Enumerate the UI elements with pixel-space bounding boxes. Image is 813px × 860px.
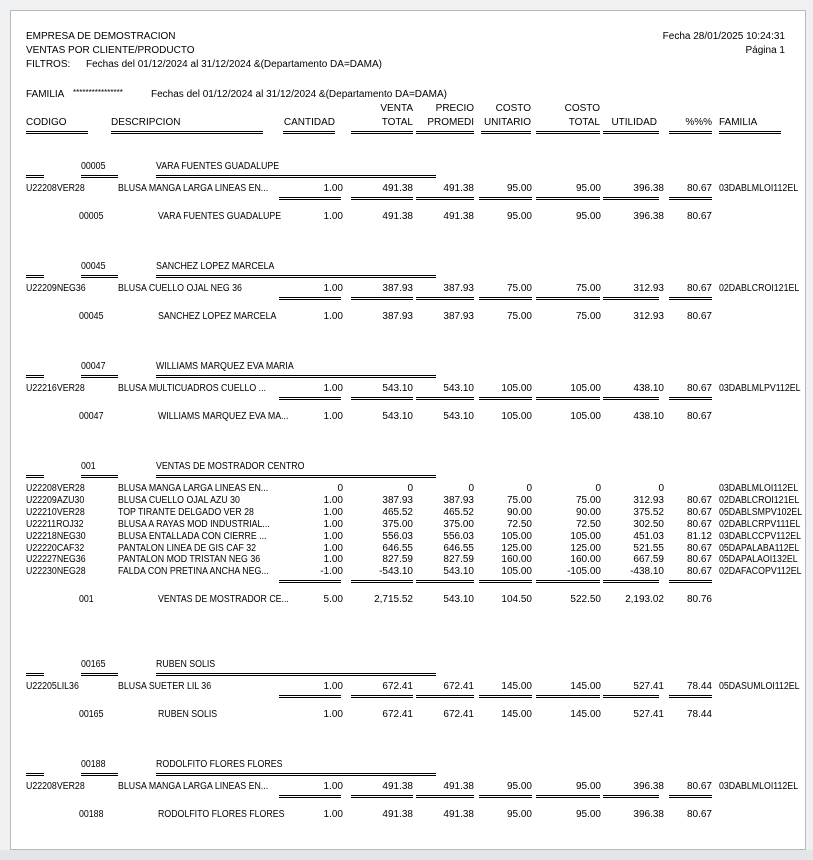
item-description: BLUSA CUELLO OJAL NEG 36 xyxy=(118,283,242,294)
item-utilidad: 527.41 xyxy=(633,681,664,692)
header-underline xyxy=(481,131,531,134)
col-utilidad: UTILIDAD xyxy=(611,117,657,128)
item-costo-total: 105.00 xyxy=(570,530,601,542)
subtotal-underline xyxy=(479,197,532,200)
subtotal-costo-unitario: 75.00 xyxy=(506,311,532,322)
item-porcentaje: 80.67 xyxy=(686,554,712,566)
subtotal-underline xyxy=(669,695,712,698)
group-underline xyxy=(26,175,44,178)
subtotal-client-name: VENTAS DE MOSTRADOR CE... xyxy=(158,594,289,606)
item-utilidad: 438.10 xyxy=(633,383,664,394)
subtotal-client-name: RUBEN SOLIS xyxy=(158,709,218,720)
col-costo-unitario-top: COSTO xyxy=(495,103,531,114)
item-cantidad: 1.00 xyxy=(323,506,343,518)
subtotal-venta-total: 672.41 xyxy=(382,709,413,720)
subtotal-underline xyxy=(479,695,532,698)
subtotal-costo-total: 95.00 xyxy=(575,211,601,222)
group-client-id: 00047 xyxy=(81,361,106,372)
item-precio-promedio: 387.93 xyxy=(443,494,474,506)
subtotal-underline xyxy=(536,397,600,400)
item-description: BLUSA MANGA LARGA LINEAS EN... xyxy=(118,781,269,792)
item-costo-unitario: 0 xyxy=(526,483,532,494)
item-code: U22210VER28 xyxy=(26,506,85,518)
item-venta-total: 387.93 xyxy=(382,494,413,506)
item-costo-total: 0 xyxy=(595,483,601,494)
col-familia: FAMILIA xyxy=(719,117,758,128)
subtotal-client-name: WILLIAMS MARQUEZ EVA MA... xyxy=(158,411,289,422)
col-costo-total-top: COSTO xyxy=(564,103,600,114)
item-cantidad: -1.00 xyxy=(320,566,343,578)
item-cantidad: 1.00 xyxy=(323,283,343,294)
group-underline xyxy=(156,475,436,478)
item-cantidad: 1.00 xyxy=(323,494,343,506)
subtotal-costo-unitario: 95.00 xyxy=(506,211,532,222)
subtotal-underline xyxy=(351,297,413,300)
subtotal-venta-total: 543.10 xyxy=(382,411,413,422)
item-venta-total: 0 xyxy=(407,483,413,494)
item-precio-promedio: 375.00 xyxy=(443,518,474,530)
group-underline xyxy=(81,175,118,178)
subtotal-underline xyxy=(669,397,712,400)
item-costo-unitario: 75.00 xyxy=(506,283,532,294)
group-underline xyxy=(156,175,436,178)
item-venta-total: 491.38 xyxy=(382,781,413,792)
item-utilidad: 0 xyxy=(658,483,664,494)
item-code: U22230NEG28 xyxy=(26,566,86,578)
item-familia: 05DAPALABA112EL xyxy=(719,542,800,554)
subtotal-underline xyxy=(279,197,341,200)
subtotal-underline xyxy=(351,397,413,400)
subtotal-venta-total: 387.93 xyxy=(382,311,413,322)
item-costo-unitario: 105.00 xyxy=(501,383,532,394)
item-code: U22227NEG36 xyxy=(26,554,86,566)
item-cantidad: 1.00 xyxy=(323,681,343,692)
item-code: U22211ROJ32 xyxy=(26,518,84,530)
item-cantidad: 1.00 xyxy=(323,518,343,530)
col-venta-top: VENTA xyxy=(380,103,413,114)
item-costo-total: 75.00 xyxy=(575,494,601,506)
group-underline xyxy=(156,275,436,278)
item-code: U22220CAF32 xyxy=(26,542,85,554)
report-title: VENTAS POR CLIENTE/PRODUCTO xyxy=(26,45,195,56)
col-percent: %%% xyxy=(685,117,712,128)
item-costo-total: 105.00 xyxy=(570,383,601,394)
item-cantidad: 1.00 xyxy=(323,183,343,194)
item-precio-promedio: 387.93 xyxy=(443,283,474,294)
subtotal-precio-promedio: 543.10 xyxy=(443,594,474,606)
item-utilidad: 667.59 xyxy=(633,554,664,566)
item-code: U22205LIL36 xyxy=(26,681,79,692)
subtotal-utilidad: 2,193.02 xyxy=(625,594,664,606)
item-precio-promedio: 672.41 xyxy=(443,681,474,692)
item-code: U22209AZU30 xyxy=(26,494,85,506)
subtotal-costo-total: 95.00 xyxy=(575,809,601,820)
group-underline xyxy=(26,673,44,676)
subtotal-underline xyxy=(536,580,600,583)
subtotal-underline xyxy=(416,197,474,200)
item-porcentaje: 80.67 xyxy=(686,283,712,294)
subtotal-utilidad: 396.38 xyxy=(633,809,664,820)
subtotal-venta-total: 491.38 xyxy=(382,211,413,222)
subtotal-underline xyxy=(603,580,659,583)
subtotal-underline xyxy=(603,695,659,698)
item-venta-total: 827.59 xyxy=(382,554,413,566)
item-code: U22218NEG30 xyxy=(26,530,86,542)
header-underline xyxy=(26,131,88,134)
item-cantidad: 1.00 xyxy=(323,383,343,394)
item-description: BLUSA MANGA LARGA LINEAS EN... xyxy=(118,483,269,494)
subtotal-underline xyxy=(536,197,600,200)
item-costo-total: 72.50 xyxy=(575,518,601,530)
group-underline xyxy=(81,773,118,776)
subtotal-costo-total: 145.00 xyxy=(570,709,601,720)
item-cantidad: 1.00 xyxy=(323,781,343,792)
group-client-name: VENTAS DE MOSTRADOR CENTRO xyxy=(156,461,305,472)
item-utilidad: 375.52 xyxy=(633,506,664,518)
subtotal-cantidad: 1.00 xyxy=(323,809,343,820)
item-description: BLUSA CUELLO OJAL AZU 30 xyxy=(118,494,240,506)
item-venta-total: -543.10 xyxy=(379,566,413,578)
item-description: BLUSA MANGA LARGA LINEAS EN... xyxy=(118,183,269,194)
family-text: Fechas del 01/12/2024 al 31/12/2024 &(Departamento DA=DAMA) xyxy=(151,89,448,100)
group-underline xyxy=(26,375,44,378)
subtotal-precio-promedio: 543.10 xyxy=(443,411,474,422)
item-costo-total: 95.00 xyxy=(575,781,601,792)
group-client-id: 00045 xyxy=(81,261,106,272)
header-underline xyxy=(603,131,659,134)
item-description: TOP TIRANTE DELGADO VER 28 xyxy=(118,506,254,518)
subtotal-underline xyxy=(536,795,600,798)
item-description: FALDA CON PRETINA ANCHA NEG... xyxy=(118,566,269,578)
subtotal-venta-total: 2,715.52 xyxy=(374,594,413,606)
item-familia: 02DABLCRPV111EL xyxy=(719,518,801,530)
subtotal-porcentaje: 80.67 xyxy=(686,809,712,820)
subtotal-underline xyxy=(536,297,600,300)
item-familia: 03DABLMLPV112EL xyxy=(719,383,801,394)
filters-label: FILTROS: xyxy=(26,59,71,70)
item-cantidad: 1.00 xyxy=(323,530,343,542)
page-number: Página 1 xyxy=(745,45,785,56)
report-date: Fecha 28/01/2025 10:24:31 xyxy=(662,31,785,42)
subtotal-underline xyxy=(416,795,474,798)
company-name: EMPRESA DE DEMOSTRACION xyxy=(26,31,176,42)
item-costo-total: 145.00 xyxy=(570,681,601,692)
item-familia: 02DABLCROI121EL xyxy=(719,283,800,294)
item-description: BLUSA A RAYAS MOD INDUSTRIAL... xyxy=(118,518,270,530)
subtotal-client-id: 00047 xyxy=(79,411,104,422)
header-underline xyxy=(283,131,335,134)
col-costo-unitario-bottom: UNITARIO xyxy=(483,117,531,128)
item-costo-unitario: 125.00 xyxy=(501,542,532,554)
group-client-name: RUBEN SOLIS xyxy=(156,659,216,670)
item-utilidad: 312.93 xyxy=(633,283,664,294)
group-client-name: VARA FUENTES GUADALUPE xyxy=(156,161,280,172)
item-venta-total: 672.41 xyxy=(382,681,413,692)
subtotal-cantidad: 1.00 xyxy=(323,211,343,222)
subtotal-costo-total: 105.00 xyxy=(570,411,601,422)
subtotal-utilidad: 438.10 xyxy=(633,411,664,422)
item-costo-unitario: 105.00 xyxy=(501,566,532,578)
subtotal-client-name: RODOLFITO FLORES FLORES xyxy=(158,809,285,820)
subtotal-costo-total: 522.50 xyxy=(570,594,601,606)
subtotal-porcentaje: 80.67 xyxy=(686,311,712,322)
group-client-name: WILLIAMS MARQUEZ EVA MARIA xyxy=(156,361,294,372)
group-client-id: 001 xyxy=(81,461,96,472)
item-familia: 05DABLSMPV102EL xyxy=(719,506,803,518)
subtotal-precio-promedio: 672.41 xyxy=(443,709,474,720)
item-venta-total: 375.00 xyxy=(382,518,413,530)
item-costo-total: 160.00 xyxy=(570,554,601,566)
item-porcentaje: 80.67 xyxy=(686,518,712,530)
item-familia: 03DABLMLOI112EL xyxy=(719,781,799,792)
subtotal-underline xyxy=(351,197,413,200)
header-underline xyxy=(351,131,413,134)
item-cantidad: 1.00 xyxy=(323,554,343,566)
item-code: U22216VER28 xyxy=(26,383,85,394)
subtotal-client-id: 00045 xyxy=(79,311,104,322)
item-familia: 05DAPALAOI132EL xyxy=(719,554,798,566)
item-familia: 03DABLMLOI112EL xyxy=(719,183,799,194)
item-precio-promedio: 491.38 xyxy=(443,781,474,792)
item-porcentaje: 80.67 xyxy=(686,494,712,506)
group-underline xyxy=(26,475,44,478)
subtotal-client-id: 00165 xyxy=(79,709,104,720)
subtotal-underline xyxy=(479,580,532,583)
subtotal-porcentaje: 78.44 xyxy=(686,709,712,720)
item-precio-promedio: 465.52 xyxy=(443,506,474,518)
subtotal-client-id: 001 xyxy=(79,594,94,606)
item-venta-total: 543.10 xyxy=(382,383,413,394)
subtotal-underline xyxy=(669,297,712,300)
item-porcentaje: 80.67 xyxy=(686,506,712,518)
subtotal-underline xyxy=(669,197,712,200)
group-client-name: SANCHEZ LOPEZ MARCELA xyxy=(156,261,275,272)
col-cantidad: CANTIDAD xyxy=(283,117,335,128)
subtotal-underline xyxy=(536,695,600,698)
item-precio-promedio: 543.10 xyxy=(443,383,474,394)
item-familia: 03DABLMLOI112EL xyxy=(719,483,799,494)
subtotal-underline xyxy=(479,397,532,400)
group-underline xyxy=(81,475,118,478)
item-code: U22208VER28 xyxy=(26,483,85,494)
subtotal-venta-total: 491.38 xyxy=(382,809,413,820)
group-client-id: 00005 xyxy=(81,161,106,172)
subtotal-underline xyxy=(416,695,474,698)
item-costo-unitario: 72.50 xyxy=(506,518,532,530)
subtotal-underline xyxy=(279,695,341,698)
report-sheet xyxy=(11,11,805,849)
col-codigo: CODIGO xyxy=(26,117,67,128)
header-underline xyxy=(719,131,781,134)
subtotal-underline xyxy=(279,795,341,798)
subtotal-utilidad: 396.38 xyxy=(633,211,664,222)
item-familia: 03DABLCCPV112EL xyxy=(719,530,802,542)
item-precio-promedio: 491.38 xyxy=(443,183,474,194)
subtotal-utilidad: 527.41 xyxy=(633,709,664,720)
subtotal-underline xyxy=(416,397,474,400)
item-precio-promedio: 556.03 xyxy=(443,530,474,542)
group-client-name: RODOLFITO FLORES FLORES xyxy=(156,759,283,770)
item-costo-total: 125.00 xyxy=(570,542,601,554)
subtotal-precio-promedio: 387.93 xyxy=(443,311,474,322)
header-underline xyxy=(669,131,712,134)
subtotal-underline xyxy=(279,580,341,583)
item-costo-unitario: 145.00 xyxy=(501,681,532,692)
subtotal-underline xyxy=(669,795,712,798)
subtotal-underline xyxy=(351,795,413,798)
subtotal-underline xyxy=(603,297,659,300)
window-bottom-bar xyxy=(0,850,813,860)
item-utilidad: 451.03 xyxy=(633,530,664,542)
item-familia: 05DASUMLOI112EL xyxy=(719,681,800,692)
header-underline xyxy=(536,131,600,134)
subtotal-underline xyxy=(416,297,474,300)
item-costo-total: 90.00 xyxy=(575,506,601,518)
group-underline xyxy=(26,773,44,776)
item-venta-total: 556.03 xyxy=(382,530,413,542)
subtotal-cantidad: 1.00 xyxy=(323,411,343,422)
item-costo-unitario: 95.00 xyxy=(506,781,532,792)
group-underline xyxy=(156,375,436,378)
subtotal-client-id: 00005 xyxy=(79,211,104,222)
item-venta-total: 646.55 xyxy=(382,542,413,554)
item-costo-total: 95.00 xyxy=(575,183,601,194)
subtotal-underline xyxy=(351,695,413,698)
subtotal-underline xyxy=(479,297,532,300)
item-description: BLUSA ENTALLADA CON CIERRE ... xyxy=(118,530,267,542)
group-underline xyxy=(81,275,118,278)
item-cantidad: 0 xyxy=(337,483,343,494)
col-venta-bottom: TOTAL xyxy=(381,117,413,128)
subtotal-client-id: 00188 xyxy=(79,809,104,820)
item-precio-promedio: 543.10 xyxy=(443,566,474,578)
item-porcentaje: 80.67 xyxy=(686,383,712,394)
report-page xyxy=(10,10,806,850)
item-utilidad: 312.93 xyxy=(633,494,664,506)
item-description: PANTALON MOD TRISTAN NEG 36 xyxy=(118,554,261,566)
subtotal-cantidad: 1.00 xyxy=(323,709,343,720)
subtotal-costo-total: 75.00 xyxy=(575,311,601,322)
item-code: U22209NEG36 xyxy=(26,283,86,294)
filters-text: Fechas del 01/12/2024 al 31/12/2024 &(Departamento DA=DAMA) xyxy=(86,59,383,70)
subtotal-costo-unitario: 104.50 xyxy=(501,594,532,606)
item-costo-unitario: 90.00 xyxy=(506,506,532,518)
group-underline xyxy=(156,773,436,776)
subtotal-underline xyxy=(416,580,474,583)
item-porcentaje: 78.44 xyxy=(686,681,712,692)
item-utilidad: 521.55 xyxy=(633,542,664,554)
family-stars: **************** xyxy=(73,88,123,97)
item-precio-promedio: 827.59 xyxy=(443,554,474,566)
item-costo-unitario: 95.00 xyxy=(506,183,532,194)
item-precio-promedio: 0 xyxy=(468,483,474,494)
subtotal-costo-unitario: 145.00 xyxy=(501,709,532,720)
col-descripcion: DESCRIPCION xyxy=(111,117,181,128)
subtotal-precio-promedio: 491.38 xyxy=(443,809,474,820)
item-venta-total: 387.93 xyxy=(382,283,413,294)
item-code: U22208VER28 xyxy=(26,781,85,792)
subtotal-cantidad: 5.00 xyxy=(323,594,343,606)
group-client-id: 00165 xyxy=(81,659,106,670)
subtotal-underline xyxy=(603,197,659,200)
item-familia: 02DAFACOPV112EL xyxy=(719,566,802,578)
subtotal-underline xyxy=(603,795,659,798)
subtotal-porcentaje: 80.67 xyxy=(686,211,712,222)
subtotal-cantidad: 1.00 xyxy=(323,311,343,322)
item-venta-total: 491.38 xyxy=(382,183,413,194)
item-costo-unitario: 160.00 xyxy=(501,554,532,566)
item-costo-unitario: 75.00 xyxy=(506,494,532,506)
subtotal-underline xyxy=(669,580,712,583)
subtotal-underline xyxy=(603,397,659,400)
item-description: BLUSA MULTICUADROS CUELLO ... xyxy=(118,383,267,394)
item-costo-total: 75.00 xyxy=(575,283,601,294)
col-precio-bottom: PROMEDI xyxy=(427,117,474,128)
col-costo-total-bottom: TOTAL xyxy=(568,117,600,128)
item-cantidad: 1.00 xyxy=(323,542,343,554)
family-label: FAMILIA xyxy=(26,89,65,100)
subtotal-precio-promedio: 491.38 xyxy=(443,211,474,222)
header-underline xyxy=(111,131,263,134)
item-costo-total: -105.00 xyxy=(567,566,601,578)
subtotal-client-name: VARA FUENTES GUADALUPE xyxy=(158,211,282,222)
subtotal-client-name: SANCHEZ LOPEZ MARCELA xyxy=(158,311,277,322)
header-underline xyxy=(416,131,474,134)
item-precio-promedio: 646.55 xyxy=(443,542,474,554)
item-familia: 02DABLCROI121EL xyxy=(719,494,800,506)
item-porcentaje: 81.12 xyxy=(686,530,712,542)
group-underline xyxy=(156,673,436,676)
item-utilidad: 396.38 xyxy=(633,183,664,194)
col-precio-top: PRECIO xyxy=(435,103,474,114)
item-venta-total: 465.52 xyxy=(382,506,413,518)
item-description: PANTALON LINEA DE GIS CAF 32 xyxy=(118,542,257,554)
item-description: BLUSA SUETER LIL 36 xyxy=(118,681,212,692)
item-porcentaje: 80.67 xyxy=(686,542,712,554)
subtotal-utilidad: 312.93 xyxy=(633,311,664,322)
item-code: U22208VER28 xyxy=(26,183,85,194)
item-porcentaje: 80.67 xyxy=(686,183,712,194)
item-utilidad: -438.10 xyxy=(630,566,664,578)
subtotal-underline xyxy=(279,297,341,300)
item-utilidad: 396.38 xyxy=(633,781,664,792)
subtotal-underline xyxy=(279,397,341,400)
subtotal-costo-unitario: 105.00 xyxy=(501,411,532,422)
item-porcentaje: 80.67 xyxy=(686,566,712,578)
subtotal-porcentaje: 80.67 xyxy=(686,411,712,422)
group-underline xyxy=(26,275,44,278)
item-utilidad: 302.50 xyxy=(633,518,664,530)
group-underline xyxy=(81,673,118,676)
group-underline xyxy=(81,375,118,378)
group-client-id: 00188 xyxy=(81,759,106,770)
subtotal-underline xyxy=(351,580,413,583)
item-porcentaje: 80.67 xyxy=(686,781,712,792)
subtotal-underline xyxy=(479,795,532,798)
item-costo-unitario: 105.00 xyxy=(501,530,532,542)
subtotal-porcentaje: 80.76 xyxy=(686,594,712,606)
subtotal-costo-unitario: 95.00 xyxy=(506,809,532,820)
